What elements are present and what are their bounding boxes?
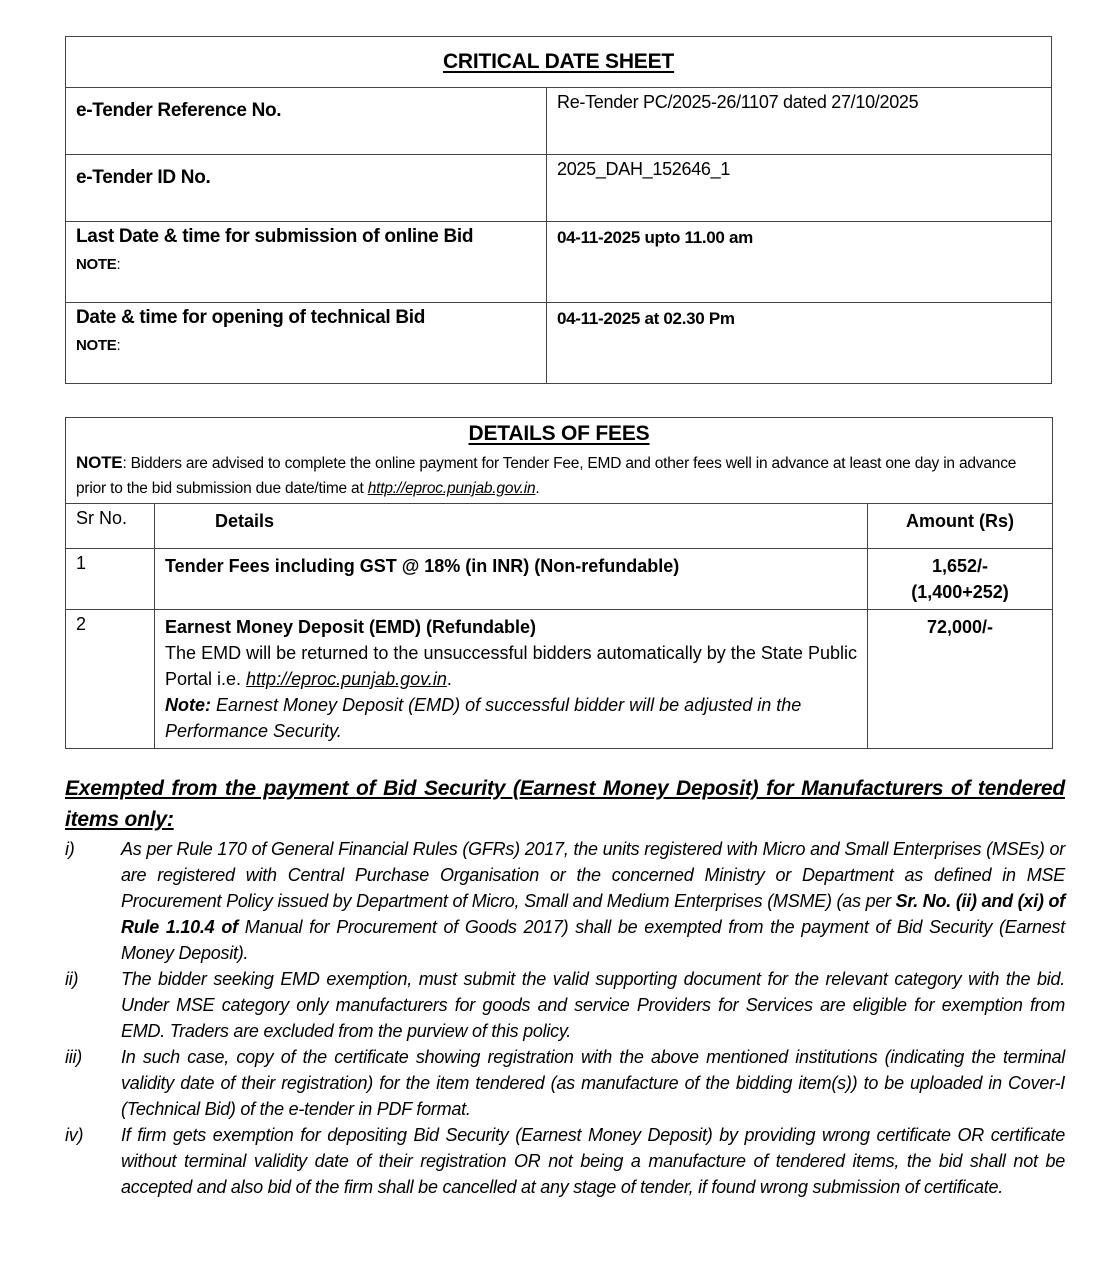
list-item-number: iv) (65, 1125, 84, 1145)
list-item-number: ii) (65, 969, 79, 989)
list-item (65, 1044, 1065, 1122)
critical-date-sheet-title: CRITICAL DATE SHEET (442, 50, 675, 73)
list-item-text: The bidder seeking EMD exemption, must submit the valid supporting document for the relevant category with the bid. Under MSE category only manufacturers for goods and service Providers for Services are eligible for exemption from EMD. Traders are excluded from the purview of this policy. (121, 969, 1065, 1041)
emd-title: Earnest Money Deposit (EMD) (Refundable) (165, 617, 537, 637)
list-item-text (121, 836, 1065, 966)
list-item (65, 1122, 1065, 1200)
table-row (66, 549, 1053, 610)
critical-date-sheet-table (65, 36, 1052, 384)
emd-details-cell (155, 610, 868, 749)
technical-bid-opening-label: Date & time for opening of technical Bid (76, 307, 426, 328)
tender-id-label: e-Tender ID No. (66, 155, 547, 222)
submission-deadline-note: NOTE: (76, 256, 121, 273)
text-part: Manual for Procurement of Goods 2017) shall be exempted from the payment of Bid Security (Earnest Money Deposit). (121, 917, 1065, 963)
list-item-text: In such case, copy of the certificate showing registration with the above mentioned institutions (indicating the terminal validity date of their registration) for the item tendered (as manufacture of the bidding item(s)) to be uploaded in Cover-I (Technical Bid) of the e-tender in PDF format. (121, 1047, 1065, 1119)
technical-bid-opening-label-cell (66, 303, 547, 384)
fee-amount-breakdown: (1,400+252) (911, 582, 1009, 602)
fees-table (65, 417, 1053, 749)
table-row (66, 610, 1053, 749)
fee-amount: 1,652/- (931, 556, 989, 576)
submission-deadline-label-cell (66, 222, 547, 303)
fee-amount-cell (868, 549, 1053, 610)
fees-note: NOTE: Bidders are advised to complete the online payment for Tender Fee, EMD and other fees well in advance at least one day in advance prior to the bid submission due date/time at http://eproc.punjab.gov.in. (76, 453, 1017, 497)
fee-sr-no: 2 (66, 610, 155, 749)
list-item (65, 836, 1065, 966)
list-item-number: iii) (65, 1047, 82, 1067)
emd-note (165, 692, 857, 744)
fees-title: DETAILS OF FEES (468, 422, 650, 445)
note-label: NOTE (76, 256, 117, 273)
tender-id-value: 2025_DAH_152646_1 (547, 155, 1052, 222)
text-part: As per Rule 170 of General Financial Rules (GFRs) 2017, the units registered with Micro and Small Enterprises (MSEs) or are registered with Central Purchase Organisation or the concerned Ministry or Department as defined in MSE Procurement Policy issued by Department of Micro, Small and Medium Enterprises (MSME) (as per (121, 839, 1065, 911)
fees-note-text: : Bidders are advised to complete the online payment for Tender Fee, EMD and other fees well in advance at least one day in advance prior to the bid submission due date/time at (76, 455, 1017, 497)
exemption-title: Exempted from the payment of Bid Security (Earnest Money Deposit) for Manufacturers of tendered items only: (65, 777, 1065, 831)
fees-header-cell (66, 418, 1053, 504)
emd-description: The EMD will be returned to the unsuccessful bidders automatically by the State Public Portal i.e. http://eproc.punjab.gov.in. (165, 643, 857, 689)
fee-sr-no: 1 (66, 549, 155, 610)
technical-bid-opening-value: 04-11-2025 at 02.30 Pm (547, 303, 1052, 384)
emd-description-text: The EMD will be returned to the unsuccessful bidders automatically by the State Public Portal i.e. (165, 643, 857, 689)
submission-deadline-label: Last Date & time for submission of online Bid (76, 226, 474, 247)
eproc-link[interactable]: http://eproc.punjab.gov.in (367, 480, 536, 497)
tender-reference-value: Re-Tender PC/2025-26/1107 dated 27/10/2025 (547, 88, 1052, 155)
column-header-sr-no: Sr No. (66, 504, 155, 549)
tender-reference-label: e-Tender Reference No. (66, 88, 547, 155)
emd-note-label: Note: (165, 695, 211, 715)
fee-details: Tender Fees including GST @ 18% (in INR) (Non-refundable) (155, 549, 868, 610)
column-header-amount: Amount (Rs) (868, 504, 1053, 549)
column-header-details: Details (155, 504, 868, 549)
exemption-list (65, 836, 1065, 1200)
emd-amount: 72,000/- (868, 610, 1053, 749)
text-bold-part: Sr. No. (ii) and (xi) of Rule 1.10.4 of (121, 891, 1065, 937)
technical-bid-opening-note: NOTE: (76, 337, 121, 354)
table-row (66, 155, 1052, 222)
table-row (66, 88, 1052, 155)
fees-column-headers (66, 504, 1053, 549)
list-item-text: If firm gets exemption for depositing Bid Security (Earnest Money Deposit) by providing wrong certificate OR certificate without terminal validity date of their registration OR not being a manufacture of tendered items, the bid shall not be accepted and also bid of the firm shall be cancelled at any stage of tender, if found wrong submission of certificate. (121, 1125, 1065, 1197)
list-item (65, 966, 1065, 1044)
list-item-number: i) (65, 839, 75, 859)
table-row (66, 303, 1052, 384)
note-label: NOTE (76, 337, 117, 354)
fees-note-label: NOTE (76, 453, 123, 472)
table-row (66, 222, 1052, 303)
critical-date-sheet-title-cell (66, 37, 1052, 88)
submission-deadline-value: 04-11-2025 upto 11.00 am (547, 222, 1052, 303)
emd-note-text: Earnest Money Deposit (EMD) of successful bidder will be adjusted in the Performance Security. (165, 695, 802, 741)
eproc-link[interactable]: http://eproc.punjab.gov.in (246, 669, 447, 689)
exemption-section (65, 773, 1065, 1200)
